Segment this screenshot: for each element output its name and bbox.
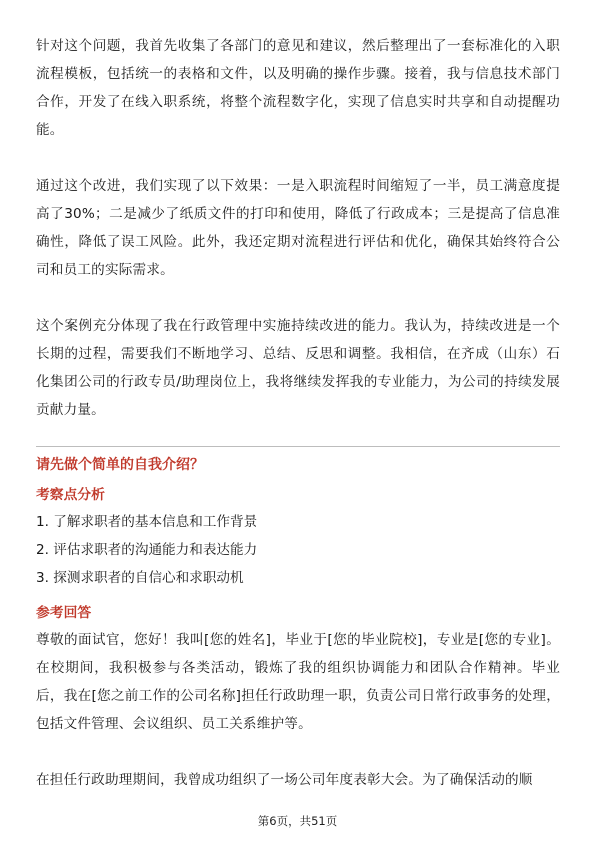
answer-heading: 参考回答 [36, 605, 92, 621]
analysis-heading: 考察点分析 [36, 487, 105, 503]
question-title: 请先做个简单的自我介绍？ [36, 457, 204, 473]
answer-paragraph-event: 在担任行政助理期间，我曾成功组织了一场公司年度表彰大会。为了确保活动的顺 [36, 772, 533, 788]
paragraph-conclusion: 这个案例充分体现了我在行政管理中实施持续改进的能力。我认为，持续改进是一个长期的过程，需要我们不断地学习、总结、反思和调整。我相信，在齐成（山东）石化集团公司的行政专员/助理岗位上，我将继续发挥我的专业能力，为公司的持续发展贡献力量。 [36, 318, 560, 418]
analysis-list [36, 508, 560, 592]
answer-section [36, 626, 560, 794]
analysis-item: 3. 探测求职者的自信心和求职动机 [36, 570, 244, 586]
paragraph-gap [36, 144, 560, 172]
answer-paragraph-intro: 尊敬的面试官，您好！我叫[您的姓名]，毕业于[您的毕业院校]，专业是[您的专业]。在校期间，我积极参与各类活动，锻炼了我的组织协调能力和团队合作精神。毕业后，我在[您之前工作的公司名称]担任行政助理一职，负责公司日常行政事务的处理，包括文件管理、会议组织、员工关系维护等。 [36, 632, 560, 732]
analysis-item: 2. 评估求职者的沟通能力和表达能力 [36, 542, 258, 558]
intro-section [36, 32, 560, 424]
paragraph-gap [36, 738, 560, 766]
paragraph-process-template: 针对这个问题，我首先收集了各部门的意见和建议，然后整理出了一套标准化的入职流程模板，包括统一的表格和文件，以及明确的操作步骤。接着，我与信息技术部门合作，开发了在线入职系统，将整个流程数字化，实现了信息实时共享和自动提醒功能。 [36, 38, 560, 138]
section-divider [36, 446, 560, 447]
analysis-item: 1. 了解求职者的基本信息和工作背景 [36, 514, 258, 530]
page-number-footer: 第6页，共51页 [257, 814, 338, 828]
paragraph-gap [36, 284, 560, 312]
paragraph-results: 通过这个改进，我们实现了以下效果：一是入职流程时间缩短了一半，员工满意度提高了30%；二是减少了纸质文件的打印和使用，降低了行政成本；三是提高了信息准确性，降低了误工风险。此外，我还定期对流程进行评估和优化，确保其始终符合公司和员工的实际需求。 [36, 178, 560, 278]
